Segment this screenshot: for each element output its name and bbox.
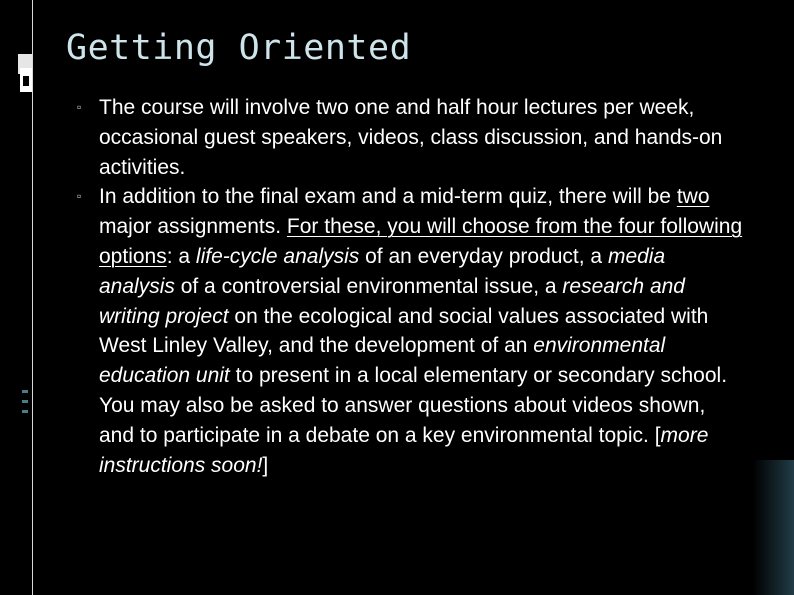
decorative-blocks [18, 54, 34, 96]
bullet-text-segment: major assignments. [99, 215, 287, 239]
italic-text: environmental education unit [99, 334, 666, 388]
decorative-corner-fade [753, 460, 794, 595]
underlined-text: two [676, 185, 710, 209]
bullet-text-segment: on the ecological and social values associated with West Linley Valley, and the development of an [99, 304, 709, 358]
bullet-text: The course will involve two one and half hour lectures per week, occasional guest speakers, videos, class discussion, and hands-on activities. [99, 96, 723, 179]
italic-text: media analysis [99, 244, 666, 298]
bullet-text-segment: In addition to the final exam and a mid-term quiz, there will be [99, 185, 677, 209]
underlined-text: For these, you will choose from the four following options [99, 215, 743, 268]
italic-text: more instructions soon! [99, 423, 709, 477]
bullet-marker-icon: ▫ [77, 100, 82, 114]
bullet-text-segment: ] [262, 453, 269, 477]
slide-title: Getting Oriented [66, 28, 412, 68]
bullet-item-course-format [79, 93, 744, 182]
bullet-marker-icon: ▫ [77, 189, 82, 204]
bullet-text-segment: of an everyday product, a [359, 244, 608, 268]
bullet-text-segment: : a [166, 244, 196, 268]
bullet-text-segment: of a controversial environmental issue, a [174, 274, 563, 298]
bullet-list [79, 93, 744, 480]
italic-text: research and writing project [99, 274, 685, 328]
italic-text: life-cycle analysis [195, 244, 360, 268]
decorative-side-marks [22, 390, 32, 430]
bullet-item-assignments [79, 182, 744, 480]
bullet-text-segment: to present in a local elementary or secondary school. You may also be asked to answer questions about videos shown, and to participate in a debate on a key environmental topic. [ [99, 364, 728, 447]
